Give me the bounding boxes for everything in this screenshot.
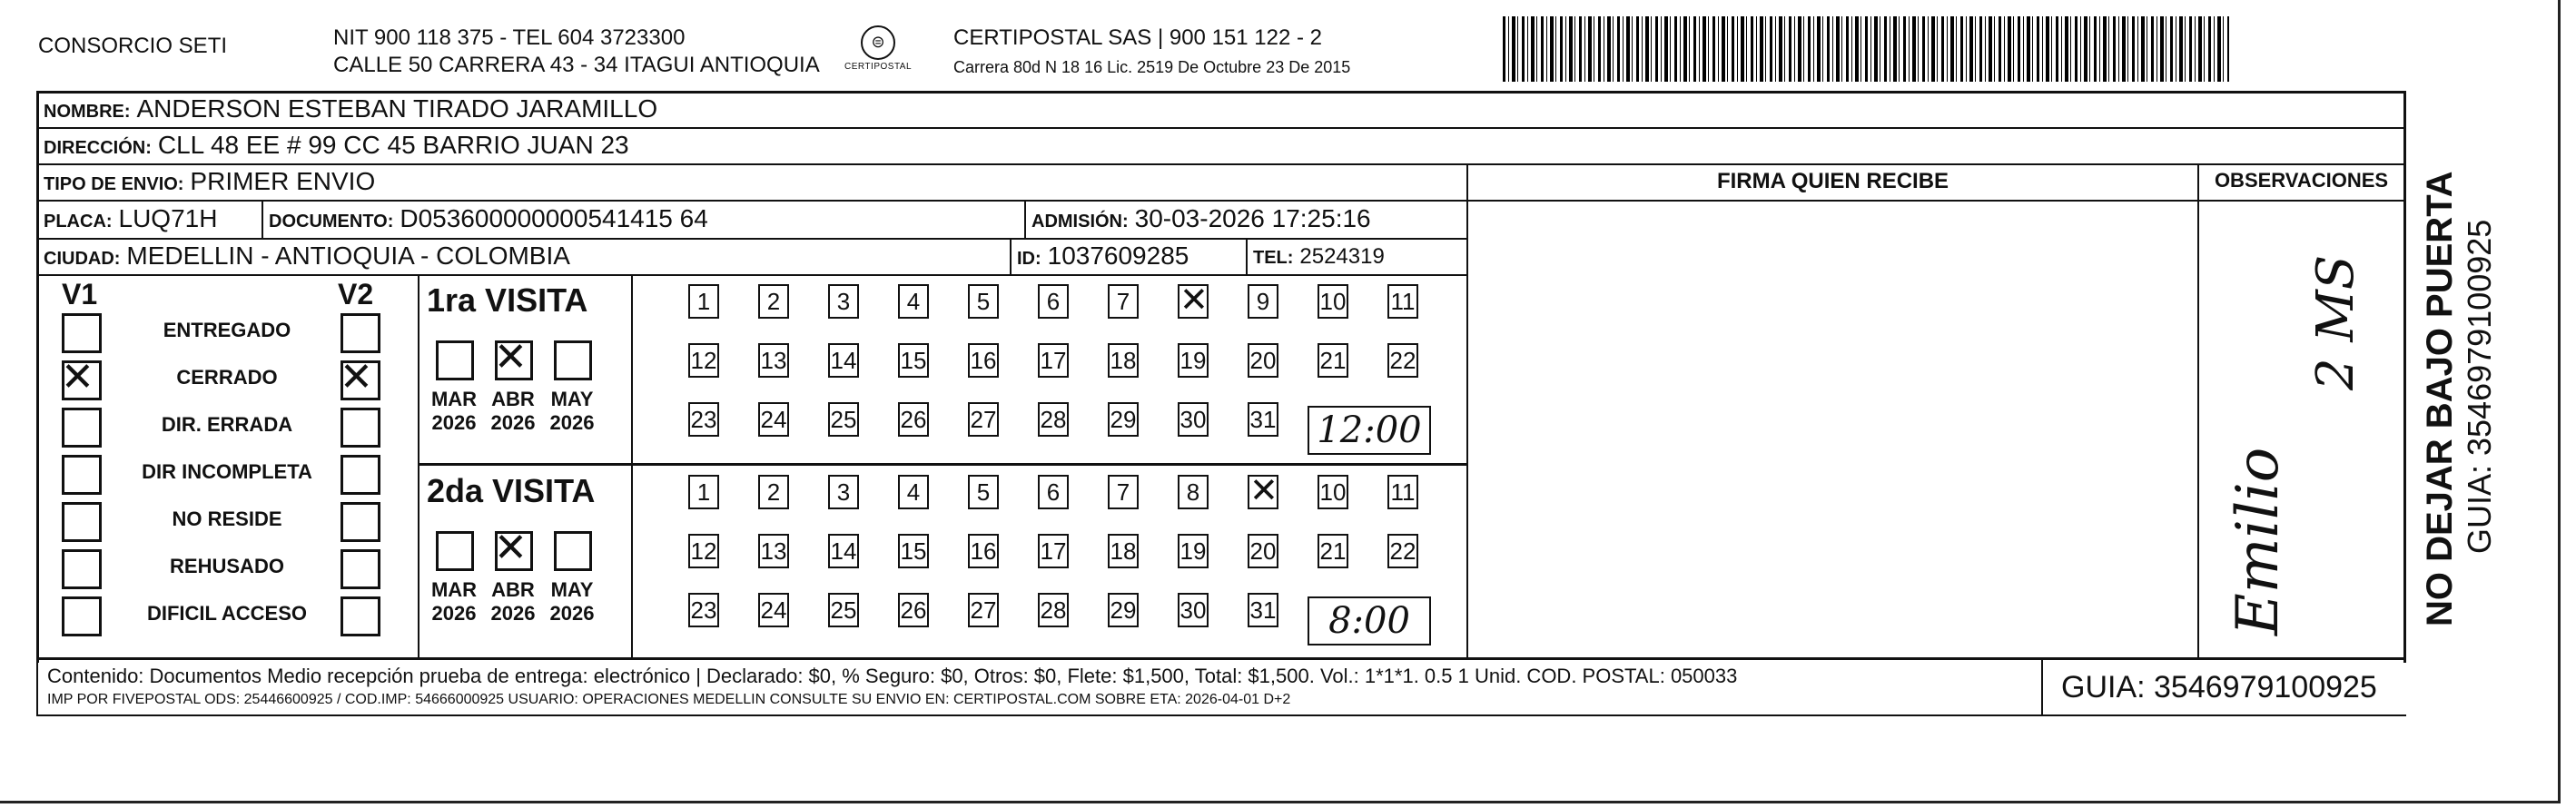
status-label: CERRADO [176,366,278,389]
direccion-value: CLL 48 EE # 99 CC 45 BARRIO JUAN 23 [157,131,629,159]
tipo-label: TIPO DE ENVIO: [44,174,184,194]
admision-cell [1031,204,1371,233]
admision-label: ADMISIÓN: [1031,212,1129,232]
grid-line [2197,163,2199,658]
grid-line [262,200,263,238]
month-checkbox[interactable] [495,340,533,380]
grid-line [36,127,2406,129]
id-label: ID: [1017,249,1041,269]
tipo-row [44,167,375,196]
status-label: DIFICIL ACCESO [146,602,307,625]
day-box[interactable]: 31 [1248,593,1278,627]
grid-line [36,274,1466,276]
v1-header: V1 [62,278,98,310]
month-name: ABR [491,578,535,601]
day-box[interactable]: 26 [898,402,929,437]
day-box[interactable]: 29 [1108,402,1139,437]
month-year: 2026 [431,411,477,434]
v1-checkbox[interactable] [62,549,102,589]
day-box[interactable]: 30 [1178,402,1209,437]
month-year: 2026 [549,602,595,625]
day-box[interactable]: 28 [1038,593,1069,627]
day-box[interactable]: 23 [688,593,719,627]
status-label: DIR. ERRADA [161,413,293,436]
day-box[interactable]: 17 [1038,343,1069,378]
documento-cell [269,204,708,233]
grid-line [36,238,1466,240]
id-value: 1037609285 [1047,241,1189,270]
day-box[interactable]: 26 [898,593,929,627]
month-label [427,578,481,626]
grid-line [2403,91,2406,663]
status-label: ENTREGADO [163,319,291,341]
day-box[interactable]: 29 [1108,593,1139,627]
day-box[interactable]: 20 [1248,343,1278,378]
grid-line [36,660,38,716]
day-box[interactable]: 6 [1038,284,1069,319]
no-dejar-text: NO DEJAR BAJO PUERTA [2420,171,2460,626]
nombre-value: ANDERSON ESTEBAN TIRADO JARAMILLO [136,94,658,123]
day-box[interactable]: 22 [1387,534,1418,568]
ciudad-cell [44,241,570,271]
footer-guia: GUIA: 3546979100925 [2061,670,2377,705]
observation-note: 2 MS [2306,254,2365,390]
day-box[interactable]: 20 [1248,534,1278,568]
day-box[interactable]: 25 [828,402,859,437]
v1-checkbox[interactable] [62,360,102,400]
logo-text: CERTIPOSTAL [844,62,913,72]
day-box[interactable]: 10 [1318,284,1348,319]
status-label: NO RESIDE [172,507,282,530]
v2-checkbox[interactable] [341,502,380,542]
day-box[interactable]: 3 [828,284,859,319]
visit2-title: 2da VISITA [427,472,596,509]
day-box[interactable]: 12 [688,534,719,568]
day-box[interactable]: 13 [758,534,789,568]
day-box[interactable]: 28 [1038,402,1069,437]
month-checkbox[interactable] [495,531,533,571]
direccion-row [44,131,629,160]
v2-checkbox[interactable] [341,408,380,448]
placa-cell [44,204,217,233]
tel-label: TEL: [1253,248,1294,268]
day-box[interactable]: 19 [1178,534,1209,568]
carrier-license: Carrera 80d N 18 16 Lic. 2519 De Octubre 23 De 2015 [953,58,1351,76]
day-box[interactable]: 3 [828,475,859,509]
month-checkbox[interactable] [436,531,474,571]
company-name: CONSORCIO SETI [38,34,228,58]
observaciones-header: OBSERVACIONES [2214,169,2389,192]
day-box[interactable]: 12 [688,343,719,378]
grid-line [36,657,2406,660]
observation-signature: Emilio [2225,447,2292,636]
day-box[interactable]: 7 [1108,475,1139,509]
ciudad-label: CIUDAD: [44,249,121,269]
day-box[interactable]: 15 [898,343,929,378]
v1-checkbox[interactable] [62,502,102,542]
day-box[interactable]: 13 [758,343,789,378]
day-box[interactable]: 15 [898,534,929,568]
grid-line [36,91,2406,94]
admision-value: 30-03-2026 17:25:16 [1134,204,1371,232]
month-name: MAR [430,388,478,410]
visit1-title: 1ra VISITA [427,281,588,319]
v2-checkbox[interactable] [341,360,380,400]
day-box[interactable]: 16 [968,534,999,568]
day-box[interactable]: 18 [1108,534,1139,568]
tel-cell [1253,243,1385,270]
tel-value: 2524319 [1299,244,1385,269]
day-box[interactable]: 16 [968,343,999,378]
v2-checkbox[interactable] [341,549,380,589]
grid-line [418,274,419,657]
grid-line [36,163,2406,165]
grid-line [1466,200,2406,202]
month-name: MAY [550,388,594,410]
certipostal-logo-icon: ⊜ [861,25,895,60]
grid-line [1246,238,1248,274]
grid-line [418,463,1466,466]
documento-label: DOCUMENTO: [269,212,394,232]
day-box[interactable]: 5 [968,284,999,319]
documento-value: D053600000000541415 64 [400,204,708,232]
month-year: 2026 [431,602,477,625]
day-box[interactable]: 7 [1108,284,1139,319]
month-label [486,578,540,626]
grid-line [36,91,39,663]
v1-checkbox[interactable] [62,408,102,448]
id-cell [1017,241,1189,271]
day-box[interactable]: 30 [1178,593,1209,627]
ciudad-value: MEDELLIN - ANTIOQUIA - COLOMBIA [126,241,570,270]
day-box[interactable]: 24 [758,593,789,627]
day-box[interactable]: 14 [828,343,859,378]
visit2-time: 8:00 [1308,596,1431,645]
v1-checkbox[interactable] [62,596,102,636]
day-box[interactable]: 22 [1387,343,1418,378]
month-year: 2026 [549,411,595,434]
day-box[interactable]: 25 [828,593,859,627]
month-name: MAR [430,578,478,601]
month-checkbox[interactable] [554,531,592,571]
month-name: MAY [550,578,594,601]
v2-header: V2 [338,278,374,310]
status-label: REHUSADO [170,555,284,577]
day-box[interactable]: 19 [1178,343,1209,378]
status-label: DIR INCOMPLETA [142,460,312,483]
month-label [545,388,599,435]
day-box[interactable]: 24 [758,402,789,437]
month-name: ABR [491,388,535,410]
footer-imp: IMP POR FIVEPOSTAL ODS: 25446600925 / COD.IMP: 54666000925 USUARIO: OPERACIONES MEDELLIN CONSULTE SU ENVIO EN: CERTIPOSTAL.COM SOBRE ETA: 2026-04-01 D+2 [47,692,1291,707]
nombre-label: NOMBRE: [44,102,131,122]
grid-line [36,200,1466,202]
grid-line [2041,660,2043,716]
month-label [427,388,481,435]
grid-line [1024,200,1026,238]
month-checkbox[interactable] [436,340,474,380]
carrier-line: CERTIPOSTAL SAS | 900 151 122 - 2 [953,25,1322,50]
day-box[interactable]: 27 [968,402,999,437]
nombre-row [44,94,657,123]
day-box[interactable] [1248,475,1278,509]
month-label [486,388,540,435]
tipo-value: PRIMER ENVIO [190,167,376,195]
day-box[interactable]: 5 [968,475,999,509]
day-box[interactable]: 21 [1318,343,1348,378]
day-box[interactable]: 18 [1108,343,1139,378]
day-box[interactable]: 10 [1318,475,1348,509]
month-label [545,578,599,626]
month-checkbox[interactable] [554,340,592,380]
day-box[interactable]: 21 [1318,534,1348,568]
grid-line [1010,238,1012,274]
firma-header: FIRMA QUIEN RECIBE [1716,169,1949,193]
day-box[interactable]: 14 [828,534,859,568]
grid-line [1466,163,1468,658]
day-box[interactable]: 1 [688,284,719,319]
day-box[interactable]: 4 [898,284,929,319]
nit-line: NIT 900 118 375 - TEL 604 3723300 [333,25,686,50]
day-box[interactable]: 6 [1038,475,1069,509]
v1-checkbox[interactable] [62,455,102,495]
visit1-time: 12:00 [1308,406,1431,455]
day-box[interactable]: 31 [1248,402,1278,437]
day-box[interactable]: 9 [1248,284,1278,319]
grid-line [36,714,2406,716]
day-box[interactable]: 4 [898,475,929,509]
day-box[interactable]: 11 [1387,475,1418,509]
side-guia: GUIA: 3546979100925 [2461,219,2498,554]
direccion-label: DIRECCIÓN: [44,138,152,158]
day-box[interactable]: 11 [1387,284,1418,319]
barcode [1503,16,2229,82]
v2-checkbox[interactable] [341,313,380,353]
day-box[interactable]: 8 [1178,475,1209,509]
footer-contents: Contenido: Documentos Medio recepción prueba de entrega: electrónico | Declarado: $0, % Seguro: $0, Otros: $0, Flete: $1,500, Total: $1,500. Vol.: 1*1*1. 0.5 1 Unid. COD. POSTAL: 050033 [47,665,1738,687]
month-year: 2026 [490,602,536,625]
grid-line [631,274,633,657]
day-box[interactable]: 2 [758,284,789,319]
day-box[interactable] [1178,284,1209,319]
placa-value: LUQ71H [118,204,218,232]
day-box[interactable]: 2 [758,475,789,509]
day-box[interactable]: 17 [1038,534,1069,568]
v2-checkbox[interactable] [341,455,380,495]
day-box[interactable]: 27 [968,593,999,627]
v1-checkbox[interactable] [62,313,102,353]
v2-checkbox[interactable] [341,596,380,636]
placa-label: PLACA: [44,212,113,232]
day-box[interactable]: 1 [688,475,719,509]
month-year: 2026 [490,411,536,434]
day-box[interactable]: 23 [688,402,719,437]
address-line: CALLE 50 CARRERA 43 - 34 ITAGUI ANTIOQUIA [333,53,820,77]
